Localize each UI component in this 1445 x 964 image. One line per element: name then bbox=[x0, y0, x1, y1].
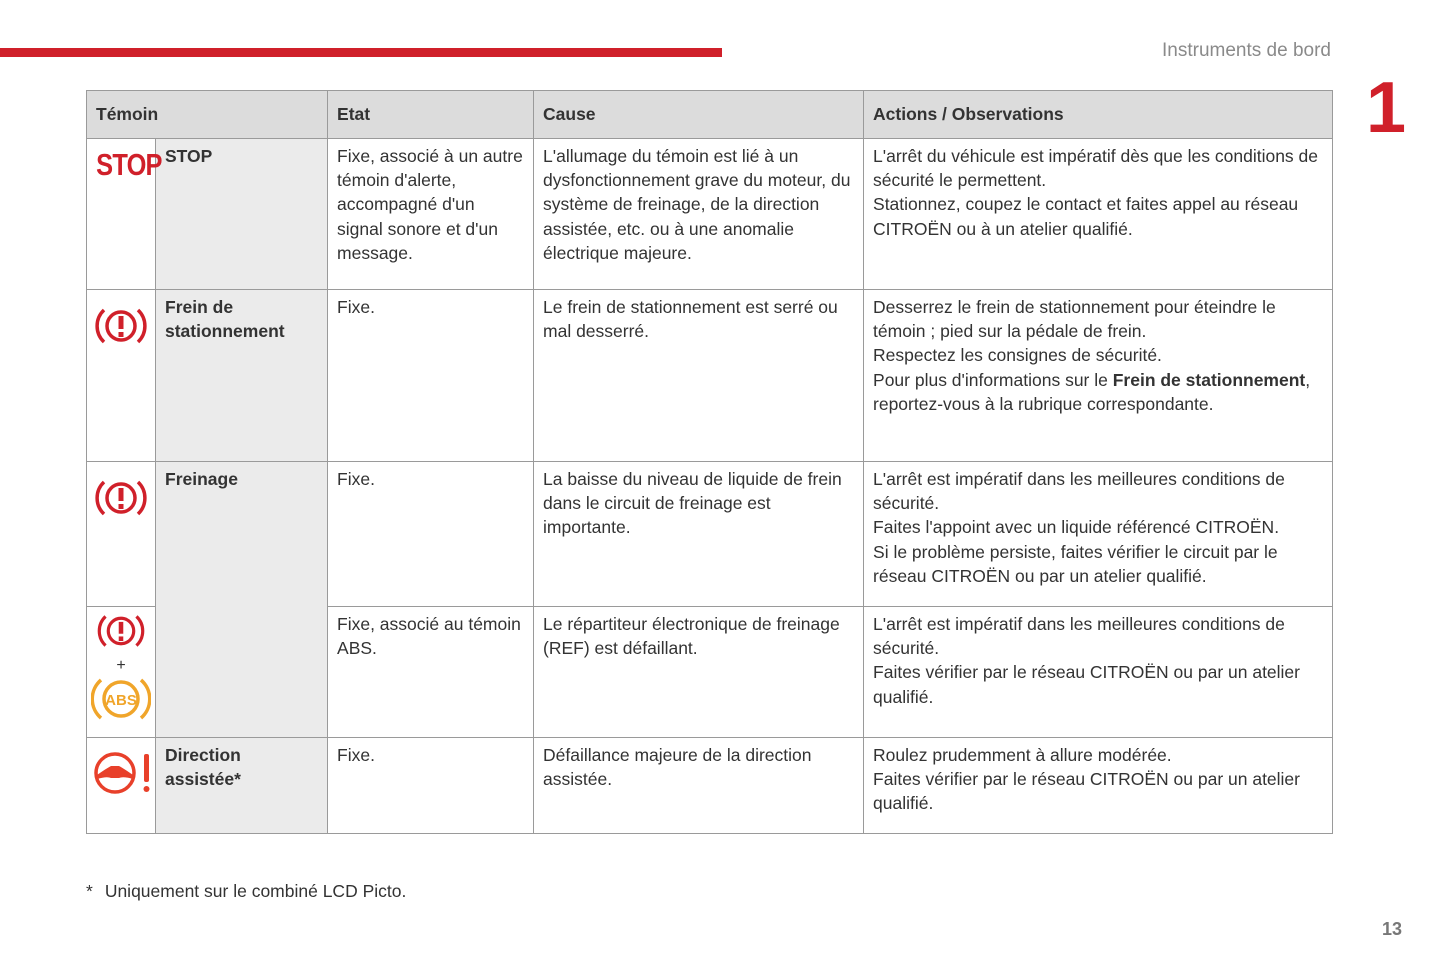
warning-lights-table bbox=[86, 90, 1333, 834]
header-red-bar bbox=[0, 48, 722, 57]
row-etat: Fixe. bbox=[328, 290, 534, 462]
col-actions: Actions / Observations bbox=[864, 91, 1333, 139]
row-name: Frein de stationnement bbox=[156, 290, 328, 462]
row-etat: Fixe, associé à un autre témoin d'alerte, accompagné d'un signal sonore et d'un message. bbox=[328, 139, 534, 290]
row-etat: Fixe. bbox=[328, 738, 534, 834]
row-name: Freinage bbox=[156, 462, 328, 738]
power-steering-icon bbox=[89, 748, 153, 798]
row-actions: L'arrêt est impératif dans les meilleures conditions de sécurité. Faites vérifier par le réseau CITROËN ou par un atelier qualifié. bbox=[864, 607, 1333, 738]
section-title: Instruments de bord bbox=[1162, 40, 1331, 61]
row-name: Direction assistée* bbox=[156, 738, 328, 834]
row-etat: Fixe. bbox=[328, 462, 534, 607]
footnote: * Uniquement sur le combiné LCD Picto. bbox=[86, 881, 407, 901]
table-row bbox=[87, 462, 1333, 607]
row-actions: L'arrêt du véhicule est impératif dès que les conditions de sécurité le permettent. Stationnez, coupez le contact et faites appel au réseau CITROËN ou à un atelier qualifié. bbox=[864, 139, 1333, 290]
col-cause: Cause bbox=[534, 91, 864, 139]
row-cause: Le frein de stationnement est serré ou mal desserré. bbox=[534, 290, 864, 462]
row-cause: L'allumage du témoin est lié à un dysfonctionnement grave du moteur, du système de freinage, de la direction assistée, etc. ou à une anomalie électrique majeure. bbox=[534, 139, 864, 290]
parking-brake-icon bbox=[95, 304, 147, 348]
plus-sign: + bbox=[116, 657, 126, 675]
table-header bbox=[87, 91, 1333, 139]
col-temoin: Témoin bbox=[87, 91, 328, 139]
col-etat: Etat bbox=[328, 91, 534, 139]
row-cause: Le répartiteur électronique de freinage (REF) est défaillant. bbox=[534, 607, 864, 738]
chapter-number: 1 bbox=[1366, 68, 1407, 148]
row-actions: Roulez prudemment à allure modérée. Faites vérifier par le réseau CITROËN ou par un atelier qualifié. bbox=[864, 738, 1333, 834]
page-number: 13 bbox=[1382, 919, 1403, 939]
row-etat: Fixe, associé au témoin ABS. bbox=[328, 607, 534, 738]
table-row bbox=[87, 139, 1333, 290]
brake-warning-icon bbox=[95, 611, 147, 651]
row-cause: La baisse du niveau de liquide de frein dans le circuit de freinage est importante. bbox=[534, 462, 864, 607]
abs-label: ABS bbox=[105, 692, 137, 710]
table-row bbox=[87, 290, 1333, 462]
row-actions: L'arrêt est impératif dans les meilleures conditions de sécurité. Faites l'appoint avec un liquide référencé CITROËN. Si le problème persiste, faites vérifier le circuit par le réseau CITROËN ou par un atelier qualifié. bbox=[864, 462, 1333, 607]
row-cause: Défaillance majeure de la direction assistée. bbox=[534, 738, 864, 834]
row-actions: Desserrez le frein de stationnement pour éteindre le témoin ; pied sur la pédale de frein. Respectez les consignes de sécurité. Pour plus d'informations sur le Frein de stationnement, reportez-vous à la rubrique correspondante. bbox=[864, 290, 1333, 462]
row-name: STOP bbox=[156, 139, 328, 290]
abs-icon bbox=[91, 675, 151, 723]
brake-warning-icon bbox=[95, 476, 147, 520]
stop-icon: STOP bbox=[96, 147, 162, 182]
table-row bbox=[87, 738, 1333, 834]
